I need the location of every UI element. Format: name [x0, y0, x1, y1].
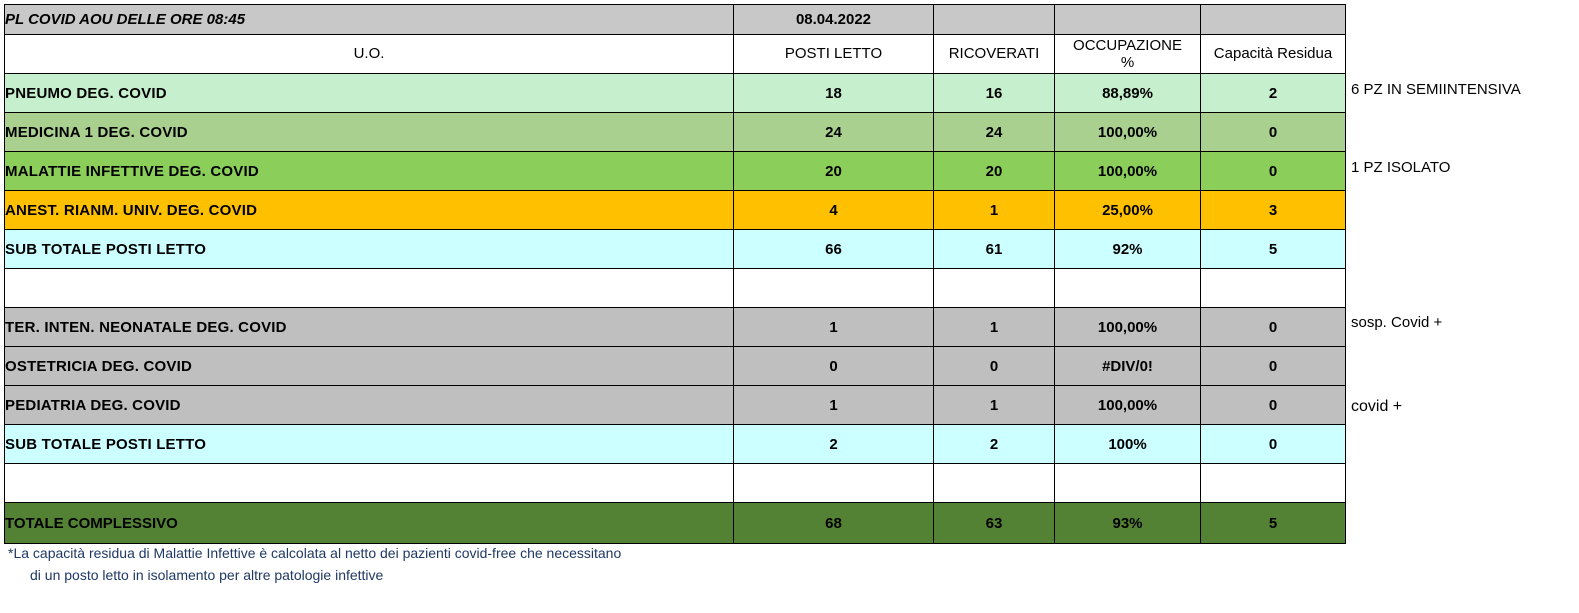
title-spacer-1	[934, 5, 1055, 35]
row-totale-ricoverati: 63	[934, 503, 1055, 544]
row-ter-inten-neonatale-posti-letto: 1	[734, 308, 934, 347]
row-sub-totale-2-ricoverati: 2	[934, 425, 1055, 464]
row-anest-rianm-ricoverati: 1	[934, 191, 1055, 230]
row-sub-totale-2-capacita: 0	[1201, 425, 1346, 464]
table-row	[5, 425, 1346, 464]
spacer-cell-ric-2	[934, 464, 1055, 503]
row-pneumo-occupazione: 88,89%	[1055, 74, 1201, 113]
row-anest-rianm-posti-letto: 4	[734, 191, 934, 230]
covid-beds-table	[4, 4, 1346, 544]
column-header-ricoverati: RICOVERATI	[934, 35, 1055, 74]
table-row	[5, 74, 1346, 113]
row-label-sub-totale-2: SUB TOTALE POSTI LETTO	[5, 425, 734, 464]
table-row	[5, 230, 1346, 269]
table-row	[5, 347, 1346, 386]
row-sub-totale-2-occupazione: 100%	[1055, 425, 1201, 464]
table-row	[5, 113, 1346, 152]
table-row-spacer	[5, 464, 1346, 503]
note-ter-inten-neonatale: sosp. Covid +	[1351, 314, 1443, 331]
row-label-ter-inten-neonatale: TER. INTEN. NEONATALE DEG. COVID	[5, 308, 734, 347]
footnote-line-1: *La capacità residua di Malattie Infettive è calcolata al netto dei pazienti covid-free che necessitano	[8, 545, 622, 561]
row-malattie-infettive-posti-letto: 20	[734, 152, 934, 191]
row-pediatria-posti-letto: 1	[734, 386, 934, 425]
row-sub-totale-1-ricoverati: 61	[934, 230, 1055, 269]
title-spacer-3	[1201, 5, 1346, 35]
row-pneumo-capacita: 2	[1201, 74, 1346, 113]
table-row	[5, 308, 1346, 347]
column-header-occupazione-line2: %	[1120, 54, 1135, 71]
note-malattie-infettive: 1 PZ ISOLATO	[1351, 159, 1451, 176]
note-pneumo: 6 PZ IN SEMIINTENSIVA	[1351, 81, 1521, 98]
spacer-cell-cap-2	[1201, 464, 1346, 503]
note-pediatria: covid +	[1351, 398, 1403, 415]
spacer-cell-occ-2	[1055, 464, 1201, 503]
column-header-posti-letto: POSTI LETTO	[734, 35, 934, 74]
spacer-cell-cap-1	[1201, 269, 1346, 308]
row-medicina1-posti-letto: 24	[734, 113, 934, 152]
title-spacer-2	[1055, 5, 1201, 35]
row-anest-rianm-capacita: 3	[1201, 191, 1346, 230]
row-label-pneumo: PNEUMO DEG. COVID	[5, 74, 734, 113]
spacer-cell-uo-2	[5, 464, 734, 503]
row-ostetricia-capacita: 0	[1201, 347, 1346, 386]
row-totale-occupazione: 93%	[1055, 503, 1201, 544]
row-medicina1-occupazione: 100,00%	[1055, 113, 1201, 152]
table-row	[5, 191, 1346, 230]
row-sub-totale-1-posti-letto: 66	[734, 230, 934, 269]
column-header-uo: U.O.	[5, 35, 734, 74]
table-row	[5, 386, 1346, 425]
row-anest-rianm-occupazione: 25,00%	[1055, 191, 1201, 230]
row-pediatria-ricoverati: 1	[934, 386, 1055, 425]
row-pediatria-capacita: 0	[1201, 386, 1346, 425]
table-title-row	[5, 5, 1346, 35]
report-date: 08.04.2022	[734, 5, 934, 35]
row-ter-inten-neonatale-ricoverati: 1	[934, 308, 1055, 347]
row-totale-posti-letto: 68	[734, 503, 934, 544]
row-label-totale-complessivo: TOTALE COMPLESSIVO	[5, 503, 734, 544]
table-row	[5, 152, 1346, 191]
row-label-anest-rianm: ANEST. RIANM. UNIV. DEG. COVID	[5, 191, 734, 230]
spacer-cell-pl-1	[734, 269, 934, 308]
row-ostetricia-ricoverati: 0	[934, 347, 1055, 386]
column-header-capacita-residua: Capacità Residua	[1201, 35, 1346, 74]
row-sub-totale-2-posti-letto: 2	[734, 425, 934, 464]
spacer-cell-pl-2	[734, 464, 934, 503]
footnote-line-2: di un posto letto in isolamento per altre patologie infettive	[30, 566, 384, 583]
spacer-cell-ric-1	[934, 269, 1055, 308]
table-header-row	[5, 35, 1346, 74]
row-label-medicina1: MEDICINA 1 DEG. COVID	[5, 113, 734, 152]
row-ter-inten-neonatale-occupazione: 100,00%	[1055, 308, 1201, 347]
footnote	[8, 543, 728, 586]
row-pediatria-occupazione: 100,00%	[1055, 386, 1201, 425]
column-header-occupazione	[1055, 35, 1201, 74]
row-sub-totale-1-capacita: 5	[1201, 230, 1346, 269]
row-label-malattie-infettive: MALATTIE INFETTIVE DEG. COVID	[5, 152, 734, 191]
row-pneumo-ricoverati: 16	[934, 74, 1055, 113]
row-pneumo-posti-letto: 18	[734, 74, 934, 113]
table-row-spacer	[5, 269, 1346, 308]
row-label-ostetricia: OSTETRICIA DEG. COVID	[5, 347, 734, 386]
column-header-occupazione-line1: OCCUPAZIONE	[1073, 36, 1182, 54]
row-malattie-infettive-ricoverati: 20	[934, 152, 1055, 191]
row-label-pediatria: PEDIATRIA DEG. COVID	[5, 386, 734, 425]
row-sub-totale-1-occupazione: 92%	[1055, 230, 1201, 269]
report-title: PL COVID AOU DELLE ORE 08:45	[5, 5, 734, 35]
row-ter-inten-neonatale-capacita: 0	[1201, 308, 1346, 347]
row-medicina1-capacita: 0	[1201, 113, 1346, 152]
row-ostetricia-occupazione: #DIV/0!	[1055, 347, 1201, 386]
table-total-row	[5, 503, 1346, 544]
row-label-sub-totale-1: SUB TOTALE POSTI LETTO	[5, 230, 734, 269]
row-ostetricia-posti-letto: 0	[734, 347, 934, 386]
spacer-cell-uo-1	[5, 269, 734, 308]
spacer-cell-occ-1	[1055, 269, 1201, 308]
row-malattie-infettive-occupazione: 100,00%	[1055, 152, 1201, 191]
row-totale-capacita: 5	[1201, 503, 1346, 544]
row-malattie-infettive-capacita: 0	[1201, 152, 1346, 191]
row-medicina1-ricoverati: 24	[934, 113, 1055, 152]
